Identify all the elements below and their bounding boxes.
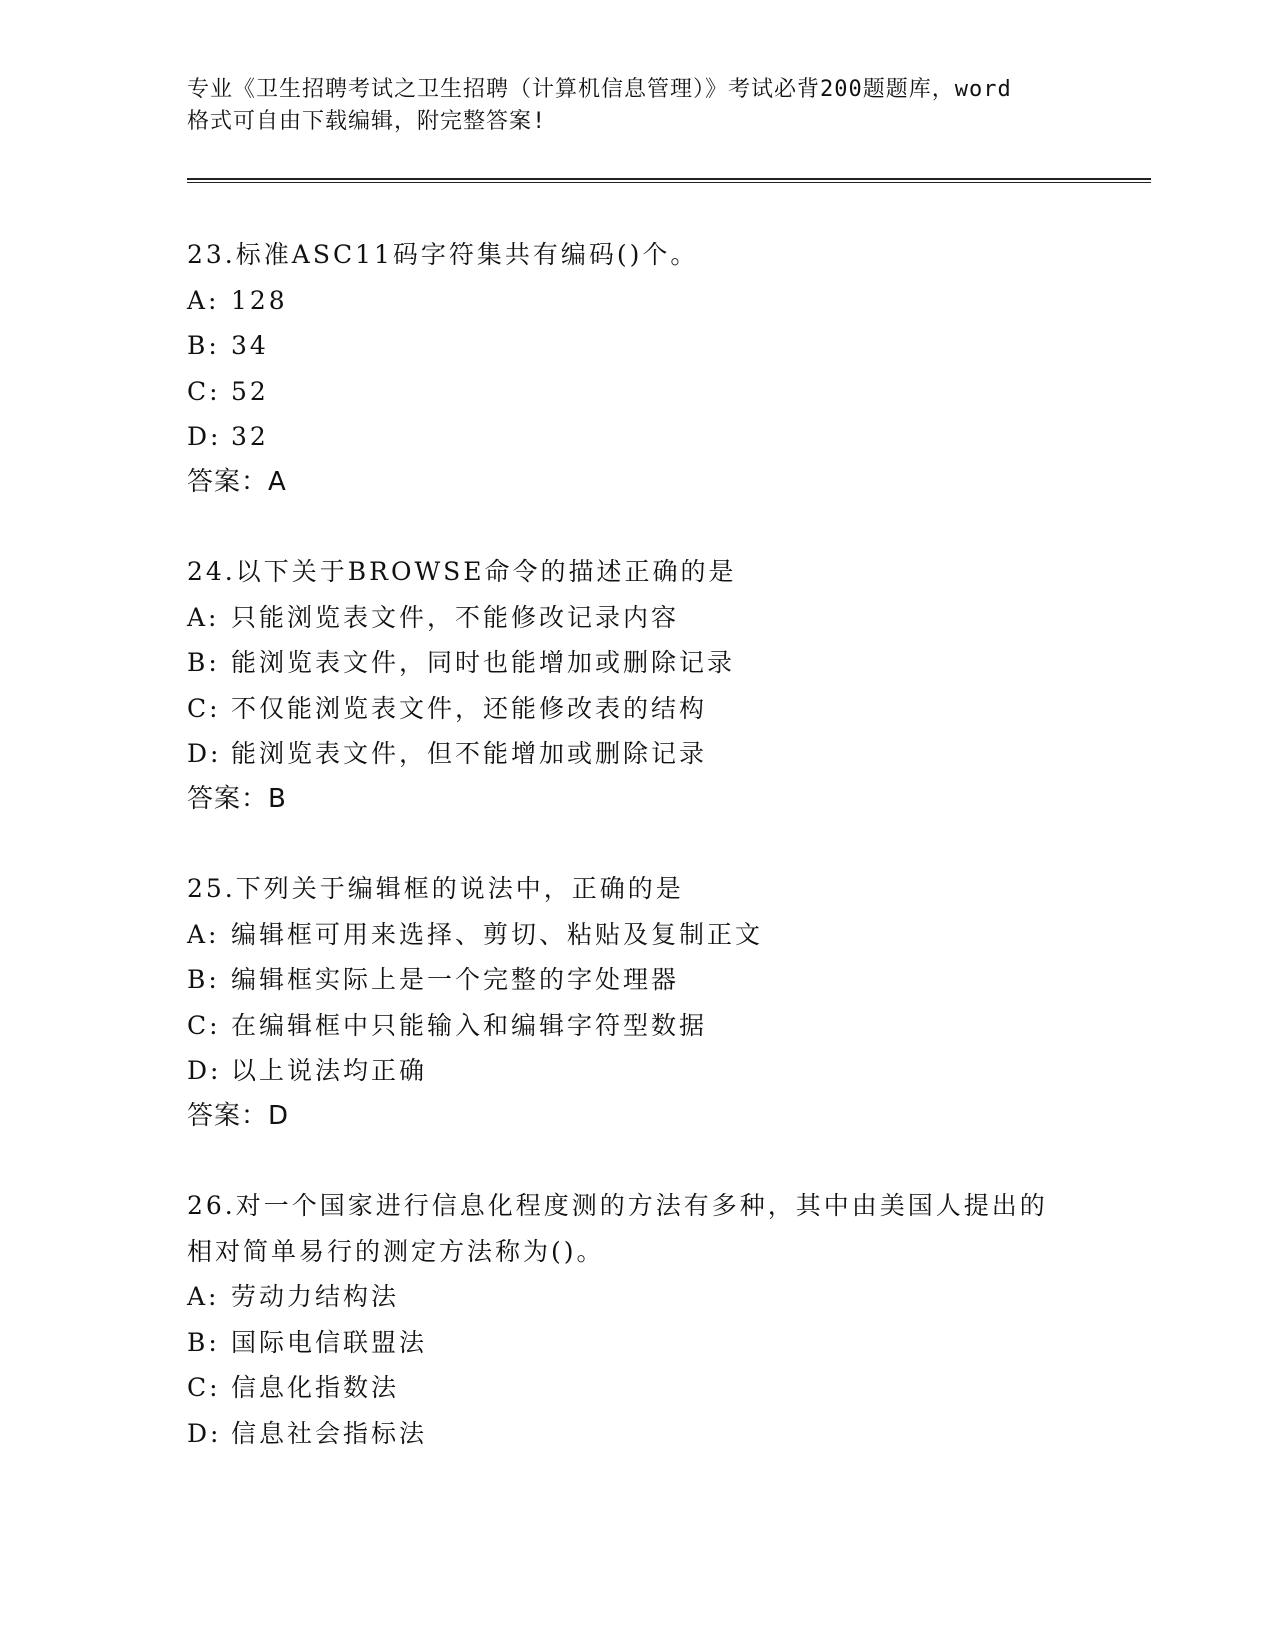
option-text: 不仅能浏览表文件，还能修改表的结构 bbox=[231, 693, 708, 723]
option-text: 劳动力结构法 bbox=[231, 1282, 400, 1311]
option-d bbox=[187, 1048, 1087, 1094]
option-c bbox=[187, 1365, 1087, 1411]
answer-label: 答案：B bbox=[187, 783, 287, 814]
option-key: B: bbox=[187, 331, 220, 360]
option-b bbox=[187, 640, 1087, 686]
option-a bbox=[187, 912, 1087, 958]
question-25 bbox=[187, 866, 1087, 1139]
option-text: 只能浏览表文件，不能修改记录内容 bbox=[231, 602, 680, 632]
document-header bbox=[187, 74, 1087, 138]
option-key: D: bbox=[187, 422, 222, 451]
answer-label: 答案：D bbox=[187, 1100, 290, 1131]
question-stem: 25.下列关于编辑框的说法中，正确的是 bbox=[187, 874, 684, 903]
option-text: 能浏览表文件，但不能增加或删除记录 bbox=[231, 739, 708, 768]
option-text: 信息化指数法 bbox=[231, 1373, 400, 1402]
option-c bbox=[187, 369, 1087, 415]
option-key: B: bbox=[187, 965, 220, 994]
option-text: 在编辑框中只能输入和编辑字符型数据 bbox=[231, 1010, 708, 1040]
option-key: C: bbox=[187, 1010, 221, 1040]
option-key: A: bbox=[187, 1282, 220, 1311]
option-text: 国际电信联盟法 bbox=[231, 1327, 428, 1357]
option-key: B: bbox=[187, 648, 220, 677]
option-a bbox=[187, 595, 1087, 641]
option-text: 编辑框实际上是一个完整的字处理器 bbox=[231, 965, 680, 994]
question-26 bbox=[187, 1183, 1087, 1456]
option-text: 34 bbox=[231, 331, 269, 360]
option-b bbox=[187, 957, 1087, 1003]
option-d bbox=[187, 731, 1087, 777]
option-text: 能浏览表文件，同时也能增加或删除记录 bbox=[231, 648, 736, 677]
option-text: 128 bbox=[231, 285, 288, 315]
option-key: A: bbox=[187, 285, 220, 315]
question-stem: 26.对一个国家进行信息化程度测的方法有多种，其中由美国人提出的 bbox=[187, 1191, 1048, 1220]
option-key: D: bbox=[187, 1418, 222, 1448]
option-c bbox=[187, 686, 1087, 732]
question-stem-continued: 相对简单易行的测定方法称为()。 bbox=[187, 1236, 605, 1266]
header-divider-thick bbox=[187, 178, 1151, 180]
option-key: B: bbox=[187, 1327, 220, 1357]
option-key: C: bbox=[187, 376, 221, 406]
option-text: 编辑框可用来选择、剪切、粘贴及复制正文 bbox=[231, 919, 764, 949]
header-line-2: 格式可自由下载编辑，附完整答案! bbox=[187, 109, 547, 134]
option-d bbox=[187, 1411, 1087, 1457]
option-text: 52 bbox=[231, 376, 269, 406]
option-a bbox=[187, 278, 1087, 324]
option-key: D: bbox=[187, 1056, 222, 1085]
option-d bbox=[187, 414, 1087, 460]
option-text: 32 bbox=[231, 422, 269, 451]
question-stem: 23.标准ASC11码字符集共有编码()个。 bbox=[187, 240, 699, 269]
option-b bbox=[187, 323, 1087, 369]
question-23 bbox=[187, 232, 1087, 505]
header-divider-thin bbox=[187, 182, 1151, 183]
option-key: D: bbox=[187, 739, 222, 768]
option-key: C: bbox=[187, 693, 221, 723]
option-key: A: bbox=[187, 919, 220, 949]
option-text: 以上说法均正确 bbox=[231, 1056, 428, 1085]
question-stem: 24.以下关于BROWSE命令的描述正确的是 bbox=[187, 557, 737, 586]
option-a bbox=[187, 1274, 1087, 1320]
answer-label: 答案：A bbox=[187, 466, 287, 497]
question-24 bbox=[187, 549, 1087, 822]
option-b bbox=[187, 1320, 1087, 1366]
option-key: A: bbox=[187, 602, 220, 632]
option-key: C: bbox=[187, 1373, 221, 1402]
option-text: 信息社会指标法 bbox=[231, 1418, 428, 1448]
option-c bbox=[187, 1003, 1087, 1049]
header-line-1: 专业《卫生招聘考试之卫生招聘（计算机信息管理）》考试必背200题题库，word bbox=[187, 77, 1012, 102]
